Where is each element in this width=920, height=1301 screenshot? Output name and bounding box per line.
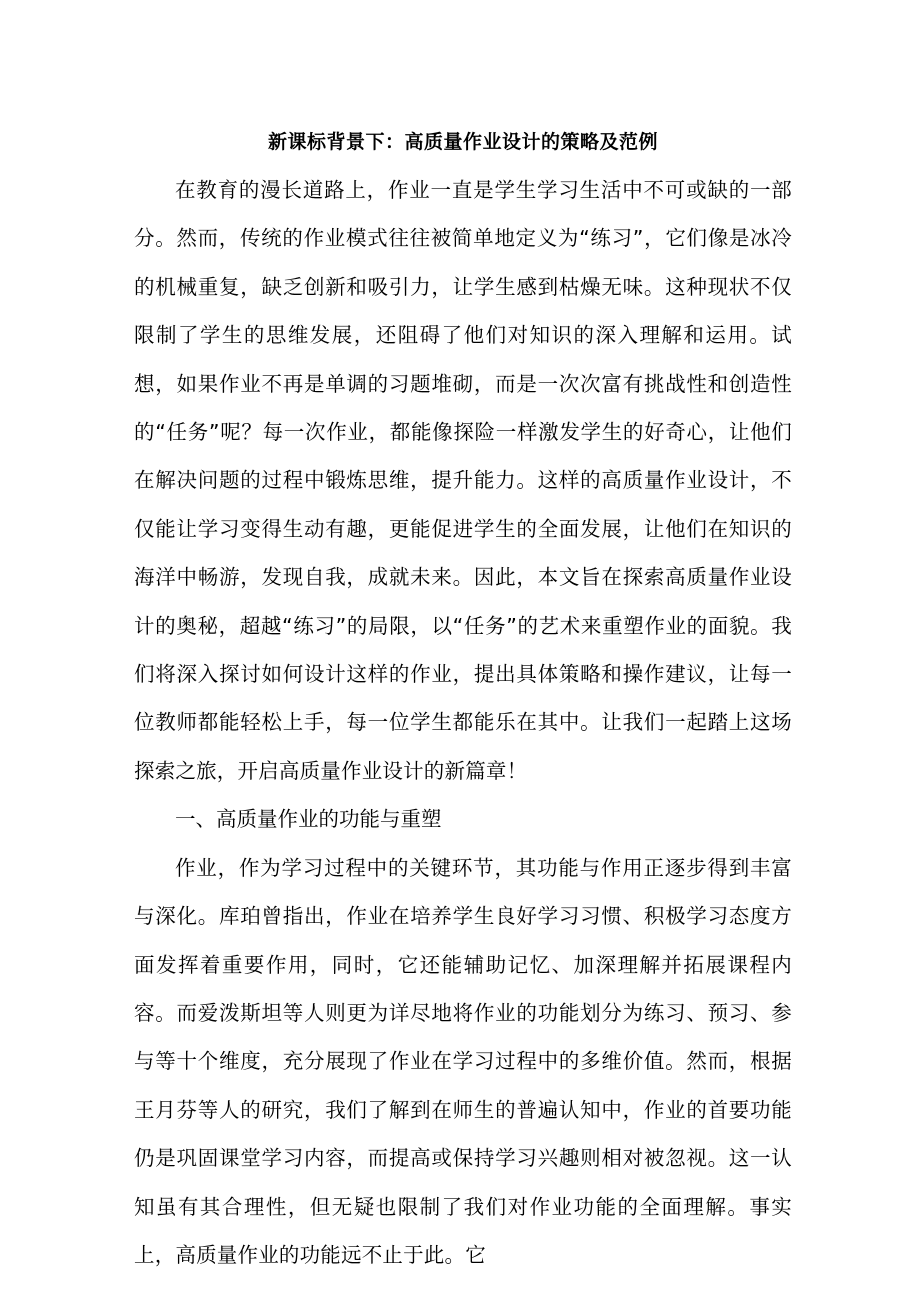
document-page: [134, 124, 792, 1279]
intro-paragraph: 在教育的漫长道路上，作业一直是学生学习生活中不可或缺的一部分。然而，传统的作业模式往往被简单地定义为“练习”，它们像是冰冷的机械重复，缺乏创新和吸引力，让学生感到枯燥无味。这种现状不仅限制了学生的思维发展，还阻碍了他们对知识的深入理解和运用。试想，如果作业不再是单调的习题堆砌，而是一次次富有挑战性和创造性的“任务”呢？每一次作业，都能像探险一样激发学生的好奇心，让他们在解决问题的过程中锻炼思维，提升能力。这样的高质量作业设计，不仅能让学习变得生动有趣，更能促进学生的全面发展，让他们在知识的海洋中畅游，发现自我，成就未来。因此，本文旨在探索高质量作业设计的奥秘，超越“练习”的局限，以“任务”的艺术来重塑作业的面貌。我们将深入探讨如何设计这样的作业，提出具体策略和操作建议，让每一位教师都能轻松上手，每一位学生都能乐在其中。让我们一起踏上这场探索之旅，开启高质量作业设计的新篇章！: [134, 178, 792, 783]
document-title: 新课标背景下：高质量作业设计的策略及范例: [267, 131, 658, 153]
section-paragraph: 作业，作为学习过程中的关键环节，其功能与作用正逐步得到丰富与深化。库珀曾指出，作业在培养学生良好学习习惯、积极学习态度方面发挥着重要作用，同时，它还能辅助记忆、加深理解并拓展课程内容。而爱泼斯坦等人则更为详尽地将作业的功能划分为练习、预习、参与等十个维度，充分展现了作业在学习过程中的多维价值。然而，根据王月芬等人的研究，我们了解到在师生的普遍认知中，作业的首要功能仍是巩固课堂学习内容，而提高或保持学习兴趣则相对被忽视。这一认知虽有其合理性，但无疑也限制了我们对作业功能的全面理解。事实上，高质量作业的功能远不止于此。它: [134, 855, 792, 1267]
section-heading: 一、高质量作业的功能与重塑: [175, 807, 442, 832]
